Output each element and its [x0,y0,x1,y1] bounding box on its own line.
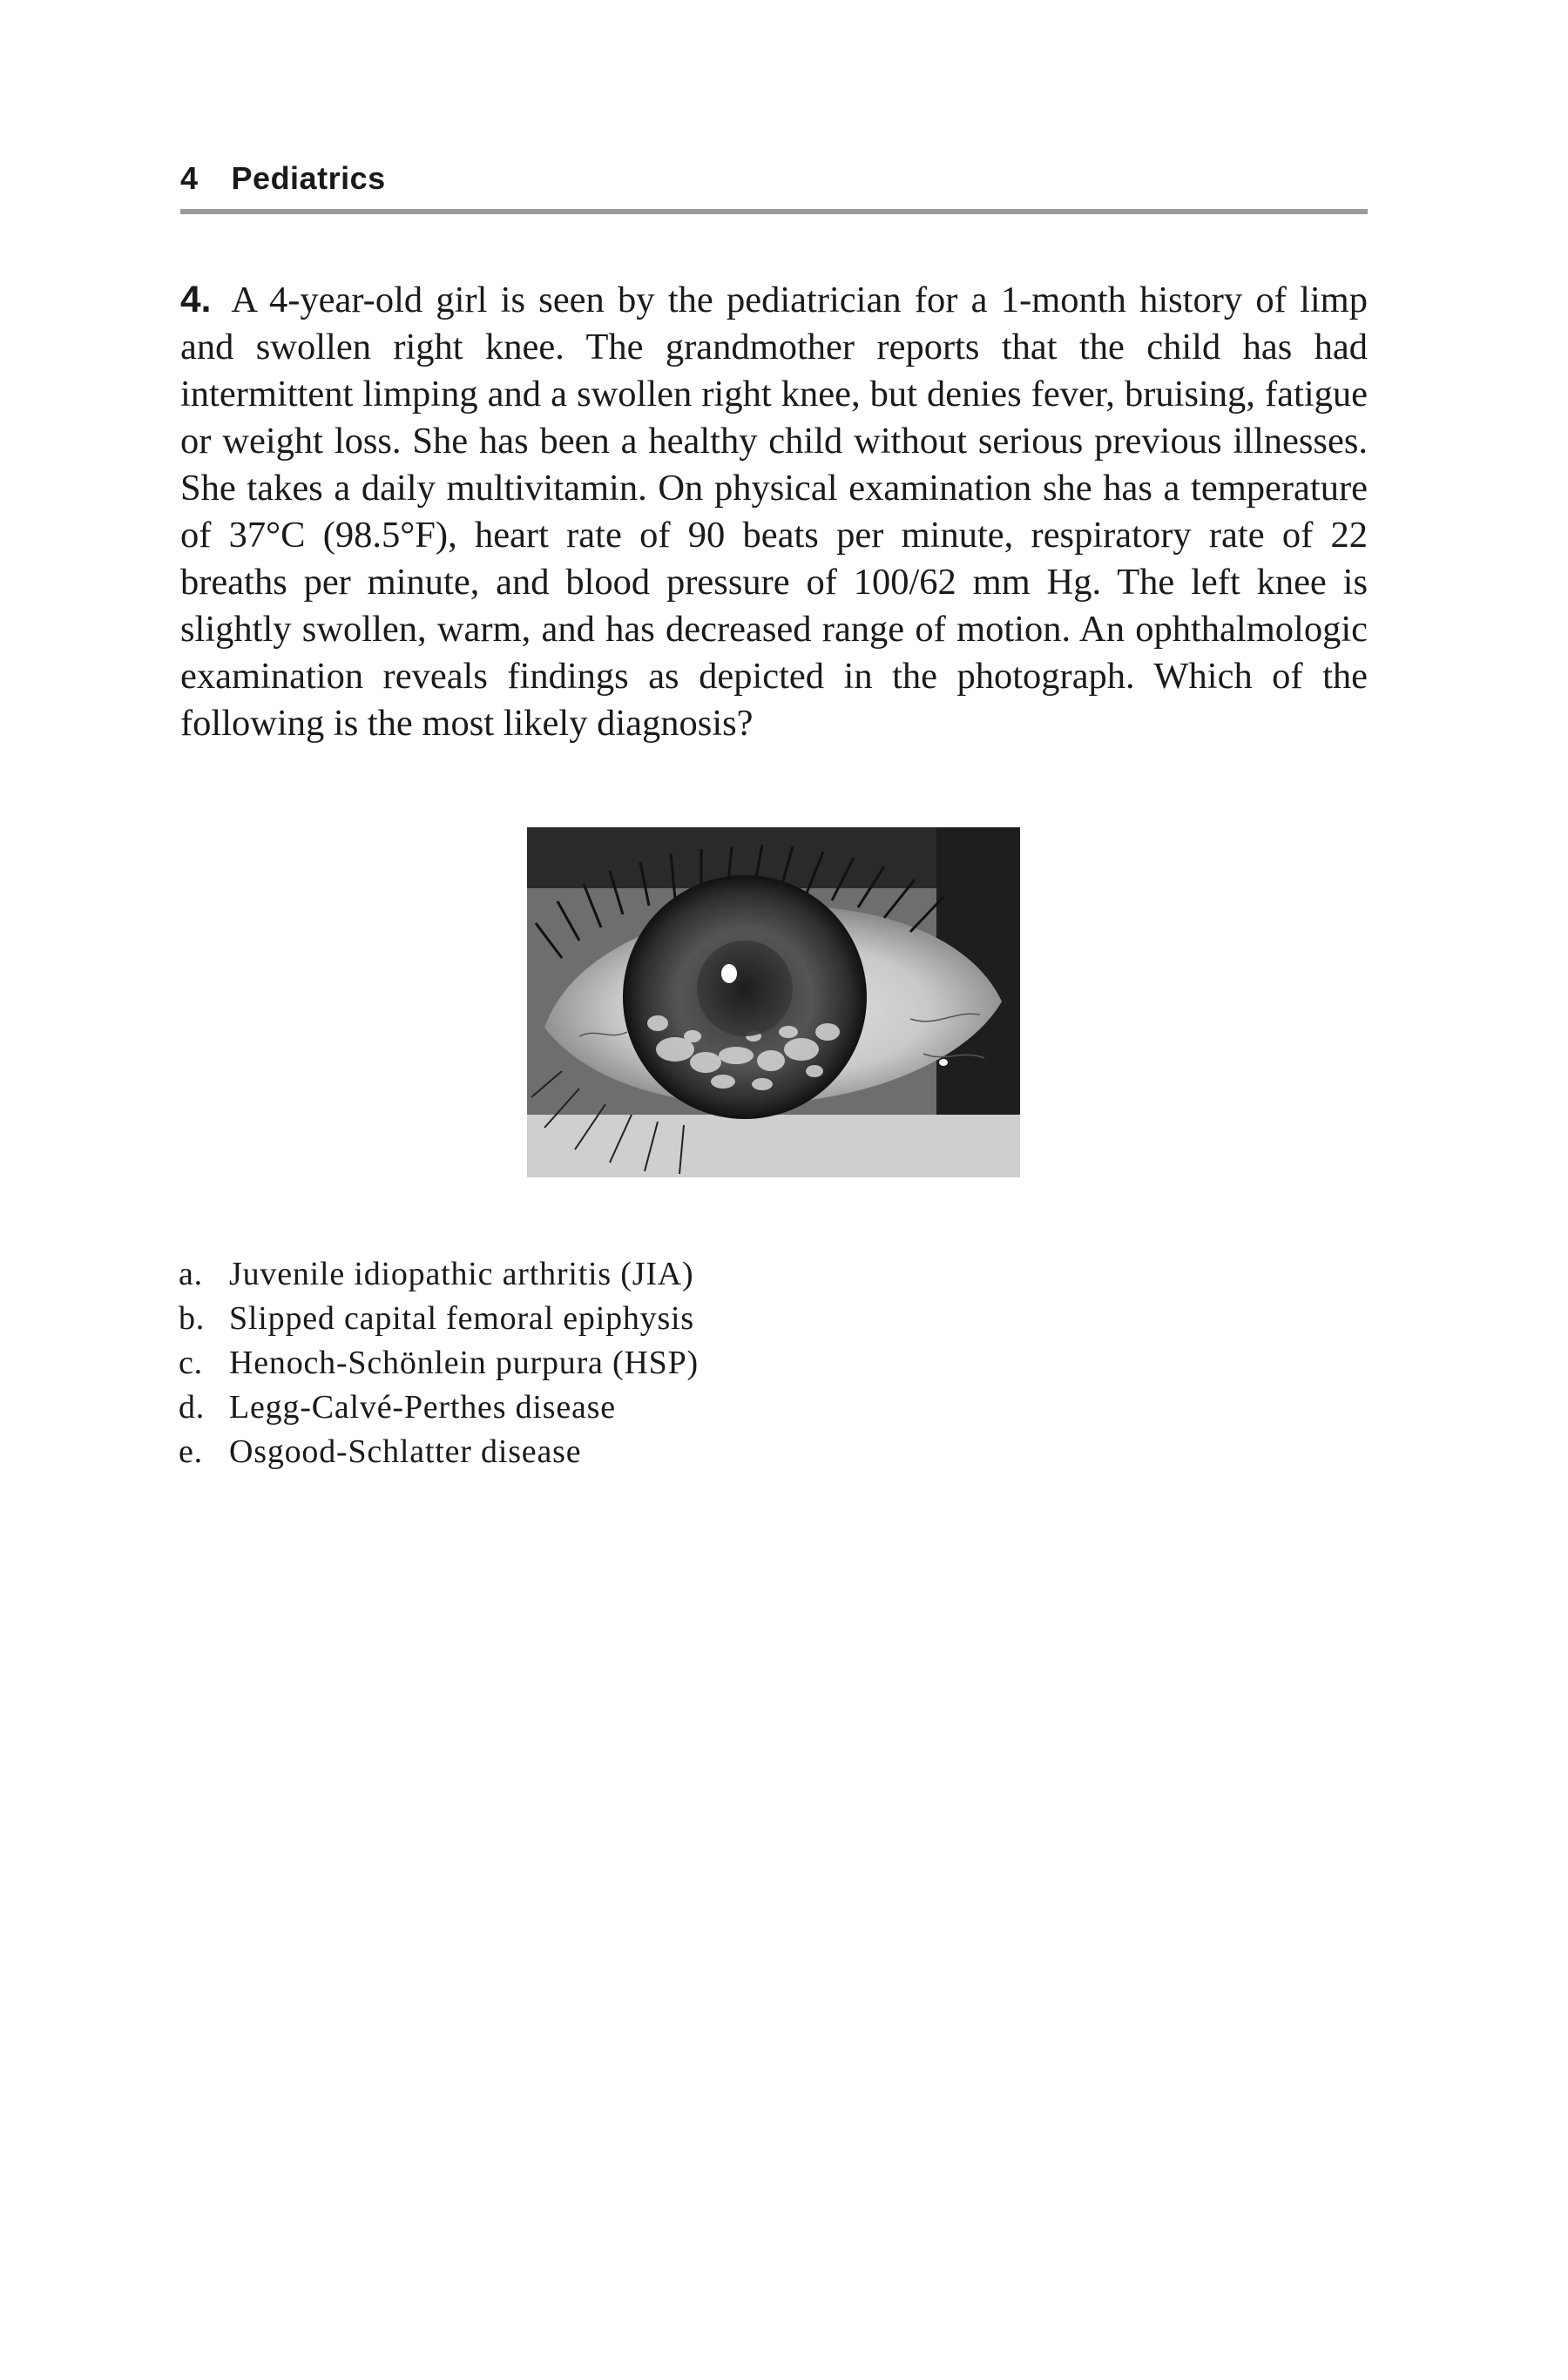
small-reflex [939,1059,948,1066]
section-title: Pediatrics [231,160,386,196]
page-number: 4 [180,160,199,196]
header-rule [180,209,1368,214]
lower-lid-skin [527,1115,1020,1177]
running-head [180,160,386,197]
option-c: c. Henoch-Schönlein purpura (HSP) [179,1345,700,1381]
option-b: b. Slipped capital femoral epiphysis [179,1300,695,1337]
option-a: a. Juvenile idiopathic arthritis (JIA) [179,1256,694,1292]
option-e: e. Osgood-Schlatter disease [179,1433,582,1470]
light-reflex [721,964,737,983]
pupil [697,941,793,1036]
eye-photograph [527,827,1020,1177]
question-number: 4. [180,280,212,320]
question-stem: A 4-year-old girl is seen by the pediatrician for a 1-month history of limp and swollen right knee. The grandmother reports that the child has had intermittent limping and a swollen right knee, but denies fever, bruising, fatigue or weight loss. She has been a healthy child without serious previous illnesses. She takes a daily multivitamin. On physical examination she has a temperature of 37°C (98.5°F), heart rate of 90 beats per minute, respiratory rate of 22 breaths per minute, and blood pressure of 100/62 mm Hg. The left knee is slightly swollen, warm, and has decreased range of motion. An ophthalmologic examination reveals findings as depicted in the photograph. Which of the following is the most likely diagnosis? [180,280,1368,744]
answer-options [179,1252,699,1474]
question-block [180,277,1368,747]
option-d: d. Legg-Calvé-Perthes disease [179,1389,616,1426]
